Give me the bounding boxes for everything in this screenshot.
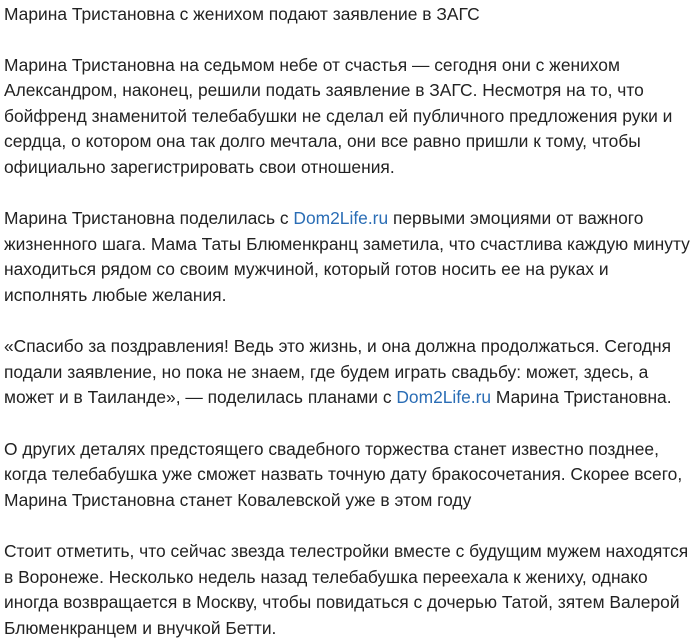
paragraph-2-text-start: Марина Тристановна поделилась с [4,208,294,228]
paragraph-2-text-end: первыми эмоциями от важного жизненного шага. Мама Таты Блюменкранц заметила, что счастлива каждую минуту находиться рядом со своим мужчиной, который готов носить ее на руках и исполнять любые желания. [4,208,690,305]
paragraph-3-text-start: «Спасибо за поздравления! Ведь это жизнь, и она должна продолжаться. Сегодня подали заявление, но пока не знаем, где будем играть свадьбу: может, здесь, а может и в Таиланде», — поделилась планами с [4,336,672,407]
paragraph-3-quote [4,334,694,411]
article [4,0,694,641]
paragraph-4: О других деталях предстоящего свадебного торжества станет известно позднее, когда телебабушка уже сможет назвать точную дату бракосочетания. Скорее всего, Марина Тристановна станет Ковалевской уже в этом году [4,438,683,510]
paragraph-5: Стоит отметить, что сейчас звезда телестройки вместе с будущим мужем находятся в Воронеже. Несколько недель назад телебабушка переехала к жениху, однако иногда возвращается в Москву, чтобы повидаться с дочерью Татой, зятем Валерой Блюменкранцем и внучкой Бетти. [4,541,689,638]
dom2life-link[interactable]: Dom2Life.ru [293,208,389,228]
paragraph-2 [4,206,694,308]
paragraph-3-text-end: Марина Тристановна. [491,387,672,407]
article-title: Марина Тристановна с женихом подают заявление в ЗАГС [4,4,480,24]
dom2life-link-2[interactable]: Dom2Life.ru [396,387,492,407]
paragraph-1: Марина Тристановна на седьмом небе от счастья — сегодня они с женихом Александром, наконец, решили подать заявление в ЗАГС. Несмотря на то, что бойфренд знаменитой телебабушки не сделал ей публичного предложения руки и сердца, о котором она так долго мечтала, они все равно пришли к тому, чтобы официально зарегистрировать свои отношения. [4,54,673,177]
